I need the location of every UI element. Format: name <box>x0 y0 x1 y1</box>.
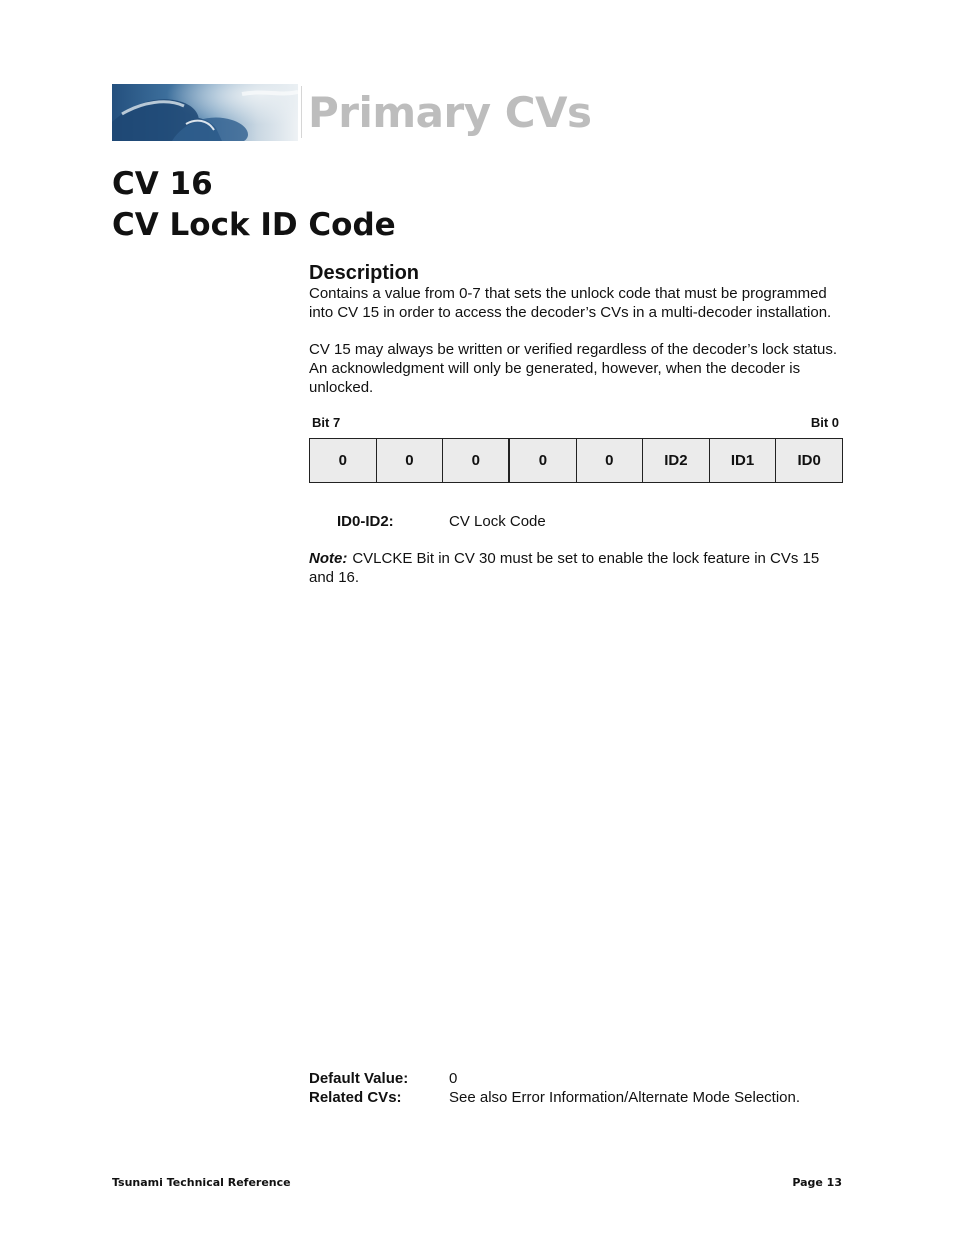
definition-description: CV Lock Code <box>449 513 546 530</box>
bit-table <box>309 438 843 483</box>
note-text: CVLCKE Bit in CV 30 must be set to enable the lock feature in CVs 15 and 16. <box>309 550 820 586</box>
default-value-label: Default Value: <box>309 1070 409 1087</box>
description-heading: Description <box>309 262 420 284</box>
bit-cell-7: 0 <box>310 439 377 483</box>
bit-cell-4: 0 <box>509 439 576 483</box>
bit-cell-1: ID1 <box>709 439 776 483</box>
cv-name: CV Lock ID Code <box>112 207 396 243</box>
header-divider <box>301 86 302 138</box>
bit-labels <box>309 415 843 431</box>
note <box>309 549 843 587</box>
default-value-row <box>309 1069 843 1088</box>
bit-definition <box>309 512 843 531</box>
bit-row <box>310 439 843 483</box>
bit-cell-2: ID2 <box>643 439 710 483</box>
related-cvs-row <box>309 1088 843 1107</box>
main-content <box>309 262 843 587</box>
bit-cell-6: 0 <box>376 439 443 483</box>
bit-7-label: Bit 7 <box>312 415 341 430</box>
bit-0-label: Bit 0 <box>810 415 839 430</box>
bit-cell-3: 0 <box>576 439 643 483</box>
note-label: Note: <box>309 550 348 567</box>
cv-number: CV 16 <box>112 166 213 202</box>
default-value: 0 <box>449 1070 458 1087</box>
related-cvs-label: Related CVs: <box>309 1089 402 1106</box>
footer-page-number: Page 13 <box>792 1176 842 1189</box>
bit-cell-0: ID0 <box>776 439 843 483</box>
description-paragraph-1: Contains a value from 0-7 that sets the unlock code that must be programmed into CV 15 in order to access the decoder’s CVs in a multi-decoder installation. <box>309 285 832 321</box>
chapter-title: Primary CVs <box>308 88 592 137</box>
related-cvs-value: See also Error Information/Alternate Mode Selection. <box>449 1089 801 1106</box>
description-paragraph-2: CV 15 may always be written or verified regardless of the decoder’s lock status. An acknowledgment will only be generated, however, when the decoder is unlocked. <box>309 341 838 396</box>
cv-title <box>112 164 396 246</box>
footer-document-title: Tsunami Technical Reference <box>112 1176 291 1189</box>
defaults-section <box>309 1069 843 1107</box>
bit-cell-5: 0 <box>443 439 510 483</box>
definition-term: ID0-ID2: <box>337 513 394 530</box>
wave-icon <box>112 84 298 141</box>
